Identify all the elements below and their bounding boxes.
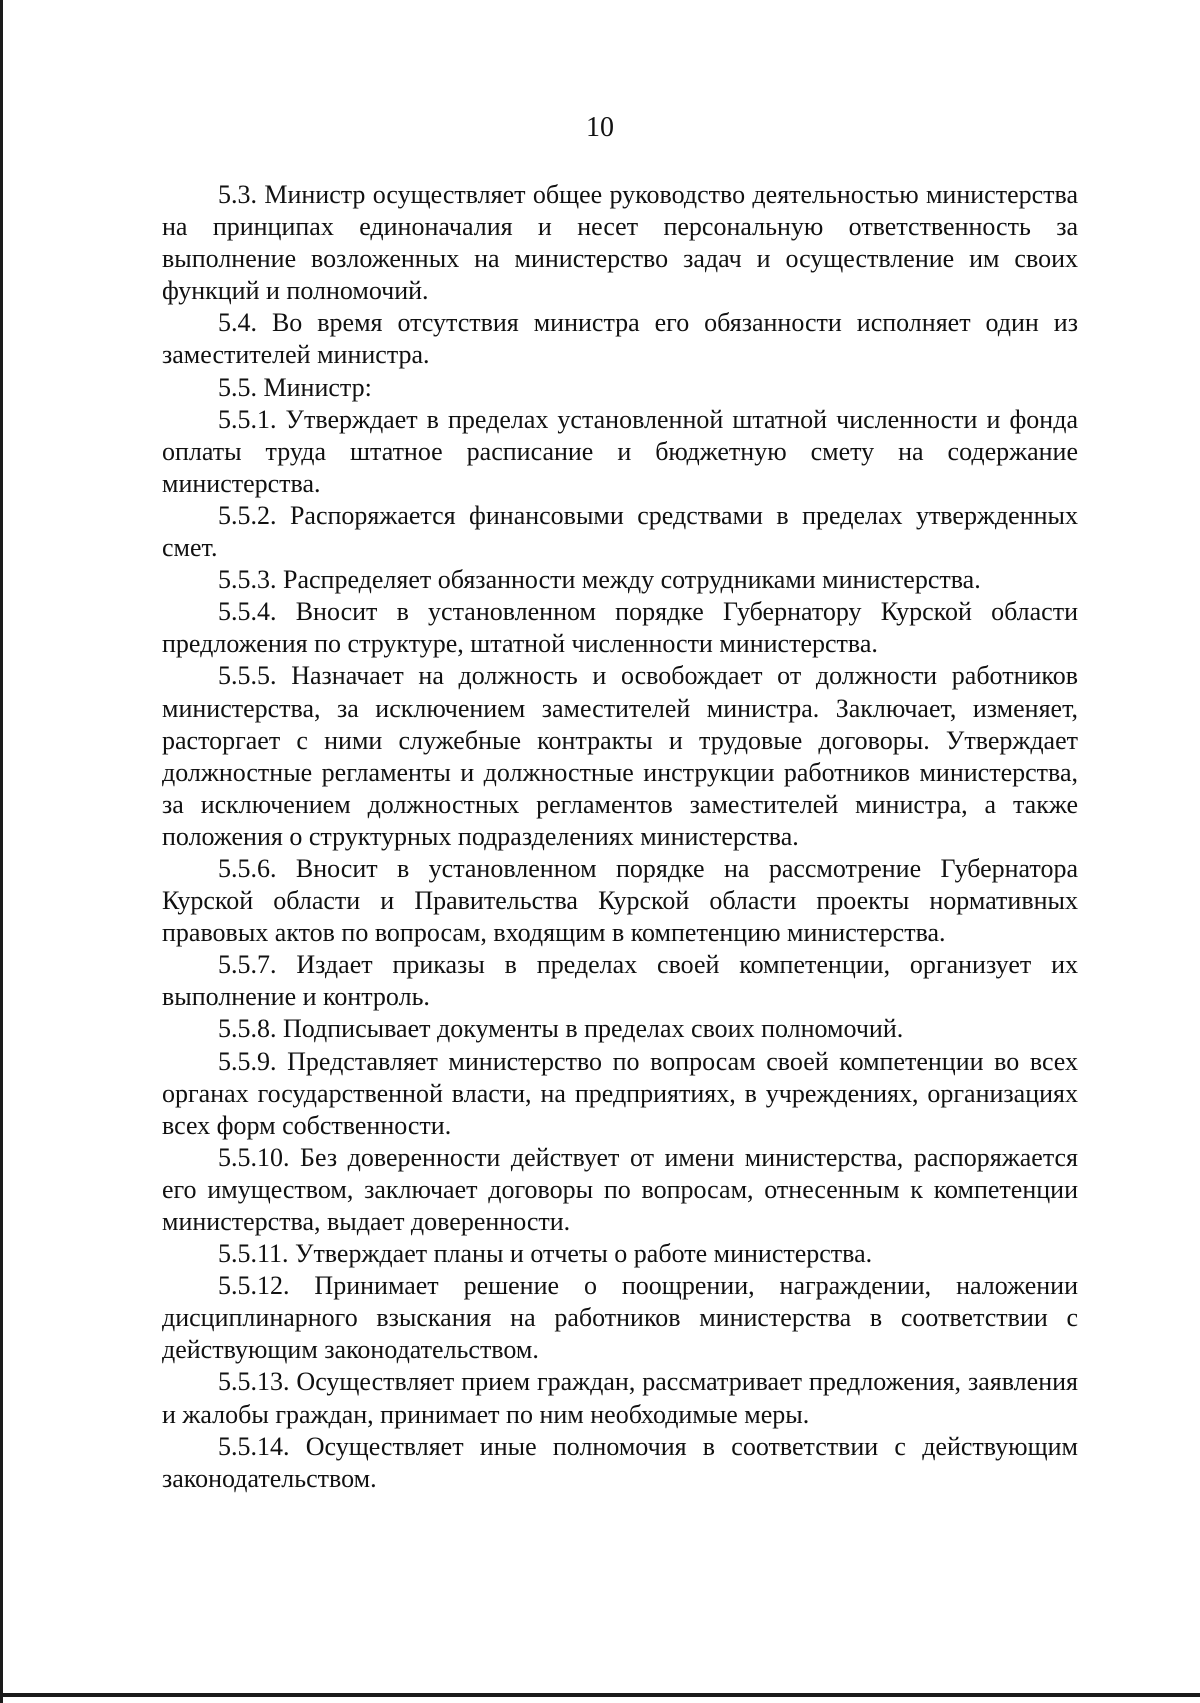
paragraph-5-5-13: 5.5.13. Осуществляет прием граждан, рассматривает предложения, заявления и жалобы граждан, принимает по ним необходимые меры.: [162, 1367, 1078, 1429]
paragraph-5-5-9: 5.5.9. Представляет министерство по вопросам своей компетенции во всех органах государственной власти, на предприятиях, в учреждениях, организациях всех форм собственности.: [162, 1046, 1078, 1140]
paragraph-5-5-6: 5.5.6. Вносит в установленном порядке на рассмотрение Губернатора Курской области и Правительства Курской области проекты нормативных правовых актов по вопросам, входящим в компетенцию министерства.: [162, 853, 1078, 948]
paragraph-5-3: 5.3. Министр осуществляет общее руководство деятельностью министерства на принципах единоначалия и несет персональную ответственность за выполнение возложенных на министерство задач и осуществление им своих функций и полномочий.: [162, 180, 1078, 306]
scan-edge-left: [0, 0, 3, 1703]
paragraph-5-5-2: 5.5.2. Распоряжается финансовыми средствами в пределах утвержденных смет.: [162, 500, 1078, 563]
paragraph-5-5-12: 5.5.12. Принимает решение о поощрении, награждении, наложении дисциплинарного взыскания на работников министерства в соответствии с действующим законодательством.: [162, 1271, 1078, 1365]
document-body: [162, 179, 1078, 1495]
paragraph-5-5-14: 5.5.14. Осуществляет иные полномочия в соответствии с действующим законодательством.: [162, 1431, 1078, 1493]
page-number: 10: [586, 112, 614, 143]
paragraph-5-5-3: 5.5.3. Распределяет обязанности между сотрудниками министерства.: [218, 565, 981, 595]
scan-edge-bottom: [0, 1693, 1200, 1697]
paragraph-5-5-5: 5.5.5. Назначает на должность и освобождает от должности работников министерства, за исключением заместителей министра. Заключает, изменяет, расторгает с ними служебные контракты и трудовые договоры. Утверждает должностные регламенты и должностные инструкции работников министерства, за исключением должностных регламентов заместителей министра, а также положения о структурных подразделениях министерства.: [162, 661, 1078, 851]
paragraph-5-5-11: 5.5.11. Утверждает планы и отчеты о работе министерства.: [218, 1239, 873, 1269]
paragraph-5-4: 5.4. Во время отсутствия министра его обязанности исполняет один из заместителей министра.: [162, 308, 1078, 370]
paragraph-5-5-10: 5.5.10. Без доверенности действует от имени министерства, распоряжается его имуществом, заключает договоры по вопросам, отнесенным к компетенции министерства, выдает доверенности.: [162, 1142, 1078, 1236]
paragraph-5-5: 5.5. Министр:: [218, 372, 372, 402]
paragraph-5-5-4: 5.5.4. Вносит в установленном порядке Губернатору Курской области предложения по структуре, штатной численности министерства.: [162, 597, 1078, 659]
paragraph-5-5-7: 5.5.7. Издает приказы в пределах своей компетенции, организует их выполнение и контроль.: [162, 950, 1078, 1012]
paragraph-5-5-1: 5.5.1. Утверждает в пределах установленной штатной численности и фонда оплаты труда штатное расписание и бюджетную смету на содержание министерства.: [162, 404, 1078, 498]
paragraph-5-5-8: 5.5.8. Подписывает документы в пределах своих полномочий.: [218, 1014, 904, 1044]
